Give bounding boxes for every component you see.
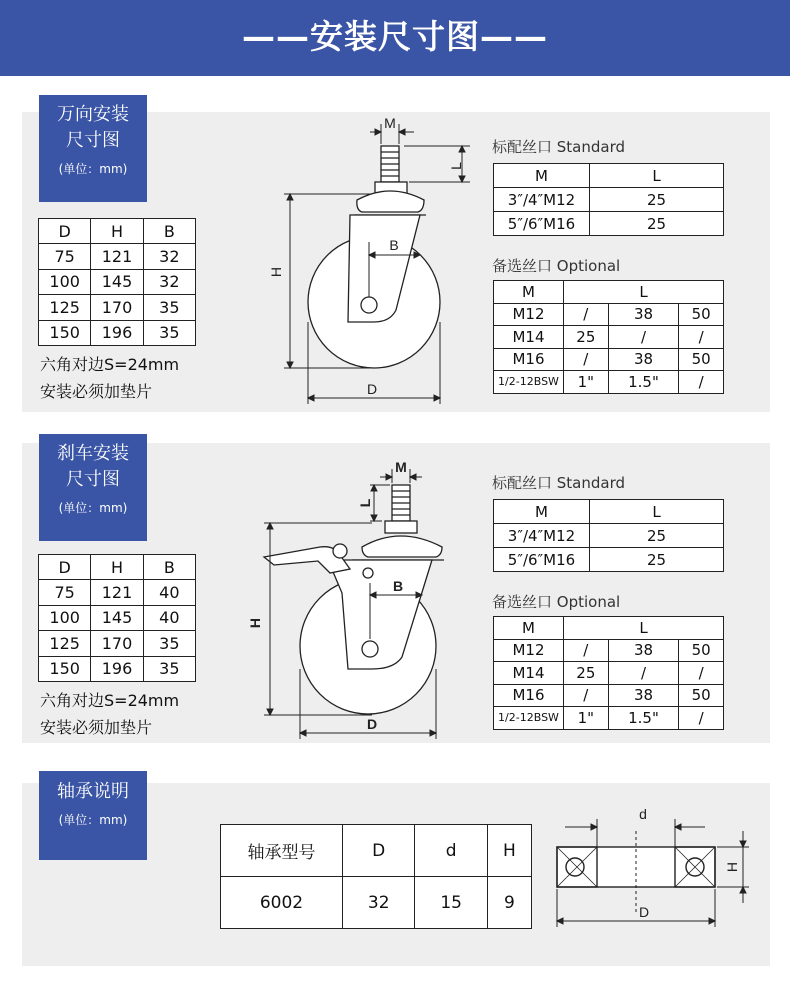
bearing-table xyxy=(220,824,532,929)
cell: / xyxy=(608,326,679,349)
cell: 40 xyxy=(143,580,195,605)
table-row xyxy=(494,326,724,349)
cell: 35 xyxy=(143,320,195,345)
cell: 38 xyxy=(608,639,679,662)
cell: 40 xyxy=(143,605,195,630)
bearing-dim-outer: D xyxy=(638,904,650,920)
cell: 75 xyxy=(39,244,91,269)
dim-label-l: L xyxy=(448,162,464,170)
cell: 145 xyxy=(91,269,143,294)
swivel-label-box xyxy=(39,95,147,202)
cell: 38 xyxy=(608,303,679,326)
cell: 100 xyxy=(39,269,91,294)
header-l: L xyxy=(590,164,724,188)
table-row xyxy=(39,244,196,269)
table-header-row xyxy=(494,500,724,524)
page-title: ——安装尺寸图—— xyxy=(242,17,548,56)
cell: 150 xyxy=(39,320,91,345)
cell: 196 xyxy=(91,320,143,345)
swivel-dim-table xyxy=(38,218,196,346)
dim-label-b: B xyxy=(392,578,404,594)
swivel-caster-drawing xyxy=(244,112,474,412)
header-l: L xyxy=(564,281,724,304)
cell: / xyxy=(564,303,609,326)
cell: 38 xyxy=(608,348,679,371)
cell: 32 xyxy=(143,244,195,269)
cell: / xyxy=(608,662,679,685)
header-m: M xyxy=(494,164,590,188)
dim-label-h: H xyxy=(268,266,284,278)
cell: 1.5" xyxy=(608,707,679,730)
cell: 25 xyxy=(590,524,724,548)
header-h: H xyxy=(487,825,531,877)
washer-note: 安装必须加垫片 xyxy=(40,382,153,401)
table-header-row xyxy=(39,555,196,580)
hex-note: 六角对边S=24mm xyxy=(40,691,180,710)
table-header-row xyxy=(39,219,196,244)
dim-label-d: D xyxy=(366,381,378,397)
table-row xyxy=(494,212,724,236)
table-header-row xyxy=(494,164,724,188)
table-header-row xyxy=(494,281,724,304)
table-row xyxy=(39,580,196,605)
header-l: L xyxy=(590,500,724,524)
cell: 75 xyxy=(39,580,91,605)
optional-thread-title: 备选丝口 Optional xyxy=(492,257,621,275)
standard-thread-table xyxy=(493,163,724,236)
cell: 3″/4″M12 xyxy=(494,524,590,548)
optional-thread-table xyxy=(493,280,724,394)
bearing-panel xyxy=(22,783,770,966)
table-row xyxy=(494,662,724,685)
cell: 150 xyxy=(39,656,91,681)
header-m: M xyxy=(494,617,564,640)
dim-label-l: L xyxy=(357,498,373,508)
table-row xyxy=(39,656,196,681)
table-row xyxy=(494,684,724,707)
table-row xyxy=(494,524,724,548)
optional-thread-title: 备选丝口 Optional xyxy=(492,593,621,611)
brake-label: 刹车安装尺寸图 xyxy=(57,443,129,490)
table-row xyxy=(221,877,532,929)
cell: 50 xyxy=(679,639,724,662)
cell: / xyxy=(679,707,724,730)
cell: 1.5" xyxy=(608,371,679,394)
cell: 196 xyxy=(91,656,143,681)
cell: 50 xyxy=(679,348,724,371)
cell: M12 xyxy=(494,303,564,326)
header-h: H xyxy=(91,219,143,244)
header-m: M xyxy=(494,281,564,304)
header-b: B xyxy=(143,555,195,580)
cell: 1/2-12BSW xyxy=(494,371,564,394)
cell: 5″/6″M16 xyxy=(494,548,590,572)
cell: 100 xyxy=(39,605,91,630)
cell: 121 xyxy=(91,580,143,605)
cell: / xyxy=(679,326,724,349)
cell: 35 xyxy=(143,656,195,681)
bearing-label: 轴承说明 xyxy=(57,781,129,802)
cell: 38 xyxy=(608,684,679,707)
cell: 145 xyxy=(91,605,143,630)
cell: M16 xyxy=(494,348,564,371)
cell: 32 xyxy=(143,269,195,294)
dim-label-m: M xyxy=(384,115,396,131)
cell: 125 xyxy=(39,631,91,656)
cell: 125 xyxy=(39,295,91,320)
cell: 50 xyxy=(679,684,724,707)
standard-thread-title: 标配丝口 Standard xyxy=(492,138,626,156)
table-row xyxy=(494,303,724,326)
brake-panel xyxy=(22,443,770,743)
brake-label-box xyxy=(39,434,147,541)
cell: 25 xyxy=(590,188,724,212)
table-row xyxy=(39,320,196,345)
table-row xyxy=(494,639,724,662)
table-row xyxy=(494,188,724,212)
optional-thread-table xyxy=(493,616,724,730)
bearing-label-box xyxy=(39,771,147,860)
cell: 170 xyxy=(91,631,143,656)
hex-note: 六角对边S=24mm xyxy=(40,355,180,374)
table-row xyxy=(39,605,196,630)
cell: 25 xyxy=(564,326,609,349)
brake-caster-drawing xyxy=(222,443,482,743)
cell: / xyxy=(564,639,609,662)
cell: / xyxy=(679,371,724,394)
header-d-inner: d xyxy=(415,825,487,877)
header-d: D xyxy=(39,555,91,580)
cell: 15 xyxy=(415,877,487,929)
header-l: L xyxy=(564,617,724,640)
cell: 6002 xyxy=(221,877,343,929)
table-row xyxy=(39,295,196,320)
dim-label-h: H xyxy=(247,617,263,629)
header-b: B xyxy=(143,219,195,244)
brake-dim-table xyxy=(38,554,196,682)
header-d-outer: D xyxy=(343,825,415,877)
table-header-row xyxy=(221,825,532,877)
swivel-label: 万向安装尺寸图 xyxy=(57,104,129,151)
standard-thread-table xyxy=(493,499,724,572)
cell: 121 xyxy=(91,244,143,269)
cell: 1" xyxy=(564,707,609,730)
table-header-row xyxy=(494,617,724,640)
cell: / xyxy=(564,348,609,371)
header-h: H xyxy=(91,555,143,580)
cell: 1" xyxy=(564,371,609,394)
cell: 35 xyxy=(143,295,195,320)
brake-unit: (单位：mm) xyxy=(58,501,128,515)
cell: 35 xyxy=(143,631,195,656)
cell: M14 xyxy=(494,326,564,349)
swivel-panel xyxy=(22,104,770,412)
cell: 5″/6″M16 xyxy=(494,212,590,236)
cell: 9 xyxy=(487,877,531,929)
table-row xyxy=(494,371,724,394)
swivel-unit: (单位：mm) xyxy=(58,162,128,176)
header-model: 轴承型号 xyxy=(221,825,343,877)
header-bar xyxy=(0,0,790,76)
header-m: M xyxy=(494,500,590,524)
cell: 25 xyxy=(564,662,609,685)
cell: / xyxy=(564,684,609,707)
washer-note: 安装必须加垫片 xyxy=(40,718,153,737)
cell: M12 xyxy=(494,639,564,662)
table-row xyxy=(39,631,196,656)
standard-thread-title: 标配丝口 Standard xyxy=(492,474,626,492)
bearing-dim-inner: d xyxy=(639,806,647,822)
table-row xyxy=(494,348,724,371)
cell: 25 xyxy=(590,212,724,236)
cell: M14 xyxy=(494,662,564,685)
table-row xyxy=(494,548,724,572)
bearing-drawing xyxy=(547,801,757,951)
cell: 25 xyxy=(590,548,724,572)
table-row xyxy=(39,269,196,294)
header-d: D xyxy=(39,219,91,244)
cell: 1/2-12BSW xyxy=(494,707,564,730)
cell: M16 xyxy=(494,684,564,707)
cell: 170 xyxy=(91,295,143,320)
dim-label-b: B xyxy=(389,237,399,253)
dim-label-d: D xyxy=(366,716,378,732)
cell: 50 xyxy=(679,303,724,326)
bearing-dim-h: H xyxy=(724,861,740,873)
cell: 3″/4″M12 xyxy=(494,188,590,212)
bearing-unit: (单位：mm) xyxy=(58,813,128,827)
cell: / xyxy=(679,662,724,685)
dim-label-m: M xyxy=(395,459,407,475)
table-row xyxy=(494,707,724,730)
cell: 32 xyxy=(343,877,415,929)
